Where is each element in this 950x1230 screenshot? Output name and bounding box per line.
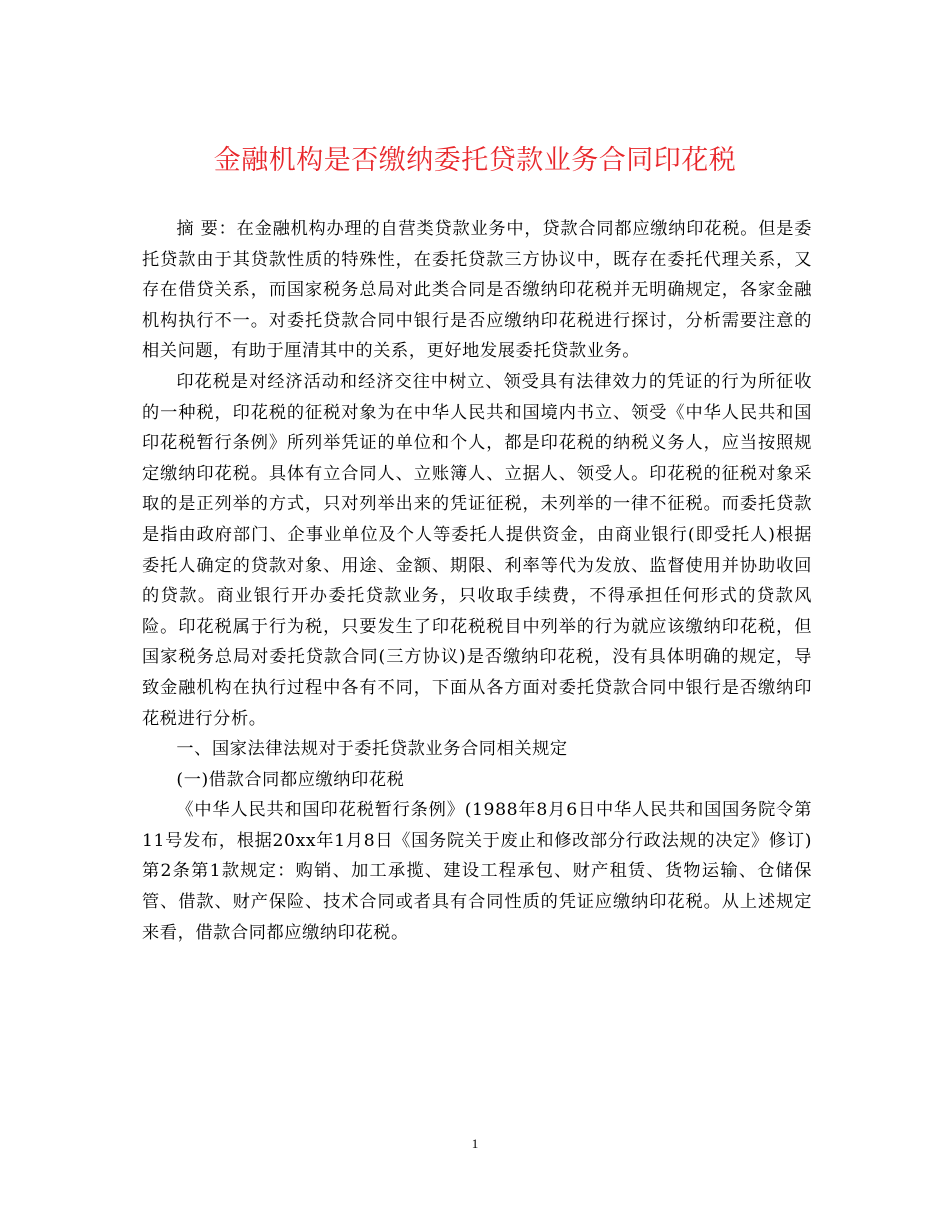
abstract-paragraph: 摘 要：在金融机构办理的自营类贷款业务中，贷款合同都应缴纳印花税。但是委托贷款由于其贷款性质的特殊性，在委托贷款三方协议中，既存在委托代理关系，又存在借贷关系，而国家税务总局对此类合同是否缴纳印花税并无明确规定，各家金融机构执行不一。对委托贷款合同中银行是否应缴纳印花税进行探讨，分析需要注意的相关问题，有助于厘清其中的关系，更好地发展委托贷款业务。: [142, 219, 812, 362]
document-title: 金融机构是否缴纳委托贷款业务合同印花税: [213, 145, 737, 176]
document-body: [142, 214, 812, 948]
subsection-heading: (一)借款合同都应缴纳印花税: [176, 769, 405, 790]
body-paragraph: 《中华人民共和国印花税暂行条例》(1988年8月6日中华人民共和国国务院令第11号发布，根据20xx年1月8日《国务院关于废止和修改部分行政法规的决定》修订)第2条第1款规定：购销、加工承揽、建设工程承包、财产租赁、货物运输、仓储保管、借款、财产保险、技术合同或者具有合同性质的凭证应缴纳印花税。从上述规定来看，借款合同都应缴纳印花税。: [142, 800, 812, 943]
body-paragraph: 印花税是对经济活动和经济交往中树立、领受具有法律效力的凭证的行为所征收的一种税，印花税的征税对象为在中华人民共和国境内书立、领受《中华人民共和国印花税暂行条例》所列举凭证的单位和个人，都是印花税的纳税义务人，应当按照规定缴纳印花税。具体有立合同人、立账簿人、立据人、领受人。印花税的征税对象采取的是正列举的方式，只对列举出来的凭证征税，未列举的一律不征税。而委托贷款是指由政府部门、企事业单位及个人等委托人提供资金，由商业银行(即受托人)根据委托人确定的贷款对象、用途、金额、期限、利率等代为发放、监督使用并协助收回的贷款。商业银行开办委托贷款业务，只收取手续费，不得承担任何形式的贷款风险。印花税属于行为税，只要发生了印花税税目中列举的行为就应该缴纳印花税，但国家税务总局对委托贷款合同(三方协议)是否缴纳印花税，没有具体明确的规定，导致金融机构在执行过程中各有不同，下面从各方面对委托贷款合同中银行是否缴纳印花税进行分析。: [142, 371, 812, 729]
section-heading: 一、国家法律法规对于委托贷款业务合同相关规定: [176, 739, 568, 760]
page-number: 1: [471, 1136, 479, 1151]
